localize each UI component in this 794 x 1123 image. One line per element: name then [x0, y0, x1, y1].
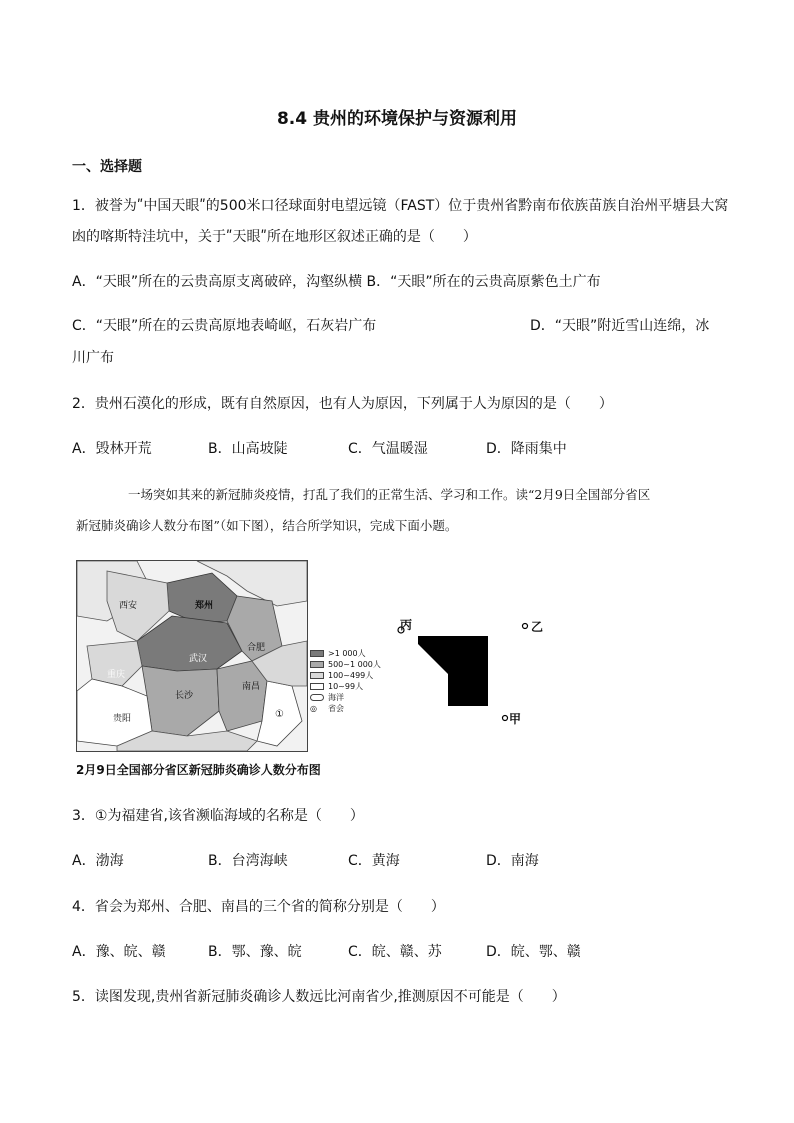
- q1-option-c: C．“天眼”所在的云贵高原地表崎岖，石灰岩广布: [72, 318, 377, 334]
- q1-stem-line2: 凼的喀斯特洼坑中，关于ʺ天眼ʺ所在地形区叙述正确的是（ ）: [72, 229, 477, 245]
- inset-label-jia: 甲: [509, 712, 522, 726]
- q4-stem: 4．省会为郑州、合肥、南昌的三个省的简称分别是（ ）: [72, 899, 445, 915]
- covid-map: [76, 560, 308, 752]
- map-label-fujian-marker: ①: [275, 709, 284, 720]
- q5-stem: 5．读图发现,贵州省新冠肺炎确诊人数远比河南省少,推测原因不可能是（ ）: [72, 989, 566, 1005]
- map-label-zhengzhou: 郑州: [195, 601, 214, 611]
- map-legend: [310, 648, 381, 714]
- map-label-changsha: 长沙: [175, 691, 194, 701]
- legend-item: >1 000人: [310, 648, 381, 659]
- map-label-guiyang: 贵阳: [113, 714, 132, 724]
- legend-item: 500~1 000人: [310, 659, 381, 670]
- q2-option-b: B．山高坡陡: [208, 441, 288, 457]
- q3-option-d: D．南海: [486, 853, 539, 869]
- legend-item: 海洋: [310, 692, 381, 703]
- map-label-nanchang: 南昌: [242, 682, 261, 692]
- passage-line2: 新冠肺炎确诊人数分布图”（如下图），结合所学知识，完成下面小题。: [76, 518, 458, 533]
- legend-item: ◎ 省会: [310, 704, 344, 713]
- q4-option-d: D．皖、鄂、赣: [486, 944, 581, 960]
- q1-option-d-cont: 川广布: [72, 350, 114, 366]
- q2-stem: 2．贵州石漠化的形成，既有自然原因，也有人为原因，下列属于人为原因的是（ ）: [72, 396, 613, 412]
- q3-option-a: A．渤海: [72, 853, 124, 869]
- map-caption: 2月9日全国部分省区新冠肺炎确诊人数分布图: [76, 763, 321, 777]
- map-label-wuhan: 武汉: [189, 654, 208, 664]
- inset-shape-svg: [393, 614, 533, 724]
- section-heading: 一、选择题: [72, 159, 142, 175]
- q4-option-b: B．鄂、豫、皖: [208, 944, 302, 960]
- page-title: 8.4 贵州的环境保护与资源利用: [276, 109, 518, 129]
- legend-item: 100~499人: [310, 670, 381, 681]
- q2-option-d: D．降雨集中: [486, 441, 567, 457]
- q2-option-c: C．气温暖湿: [348, 441, 428, 457]
- passage-line1: 一场突如其来的新冠肺炎疫情，打乱了我们的正常生活、学习和工作。读“2月9日全国部分省区: [128, 487, 651, 502]
- capital-icon: ◎: [310, 704, 317, 713]
- q4-option-a: A．豫、皖、赣: [72, 944, 166, 960]
- q1-option-d: D．“天眼”附近雪山连绵，冰: [530, 318, 710, 334]
- map-label-xian: 西安: [119, 601, 138, 611]
- q3-stem: 3．①为福建省,该省濒临海域的名称是（ ）: [72, 808, 364, 824]
- q4-option-c: C．皖、赣、苏: [348, 944, 442, 960]
- legend-item: 10~99人: [310, 681, 381, 692]
- inset-label-yi: 乙: [531, 620, 544, 634]
- q3-option-c: C．黄海: [348, 853, 400, 869]
- q2-option-a: A．毁林开荒: [72, 441, 152, 457]
- inset-label-bing: 丙: [400, 618, 413, 632]
- inset-figure: [393, 614, 544, 726]
- map-label-hefei: 合肥: [247, 643, 266, 653]
- q1-stem-line1: 1．被誉为ʺ中国天眼ʺ的500米口径球面射电望远镜（FAST）位于贵州省黔南布依族苗族自治州平塘县大窝: [72, 198, 729, 214]
- map-label-chongqing: 重庆: [107, 670, 126, 680]
- q3-option-b: B．台湾海峡: [208, 853, 288, 869]
- q1-options-ab: A．“天眼”所在的云贵高原支离破碎，沟壑纵横 B．“天眼”所在的云贵高原紫色土广布: [72, 274, 601, 290]
